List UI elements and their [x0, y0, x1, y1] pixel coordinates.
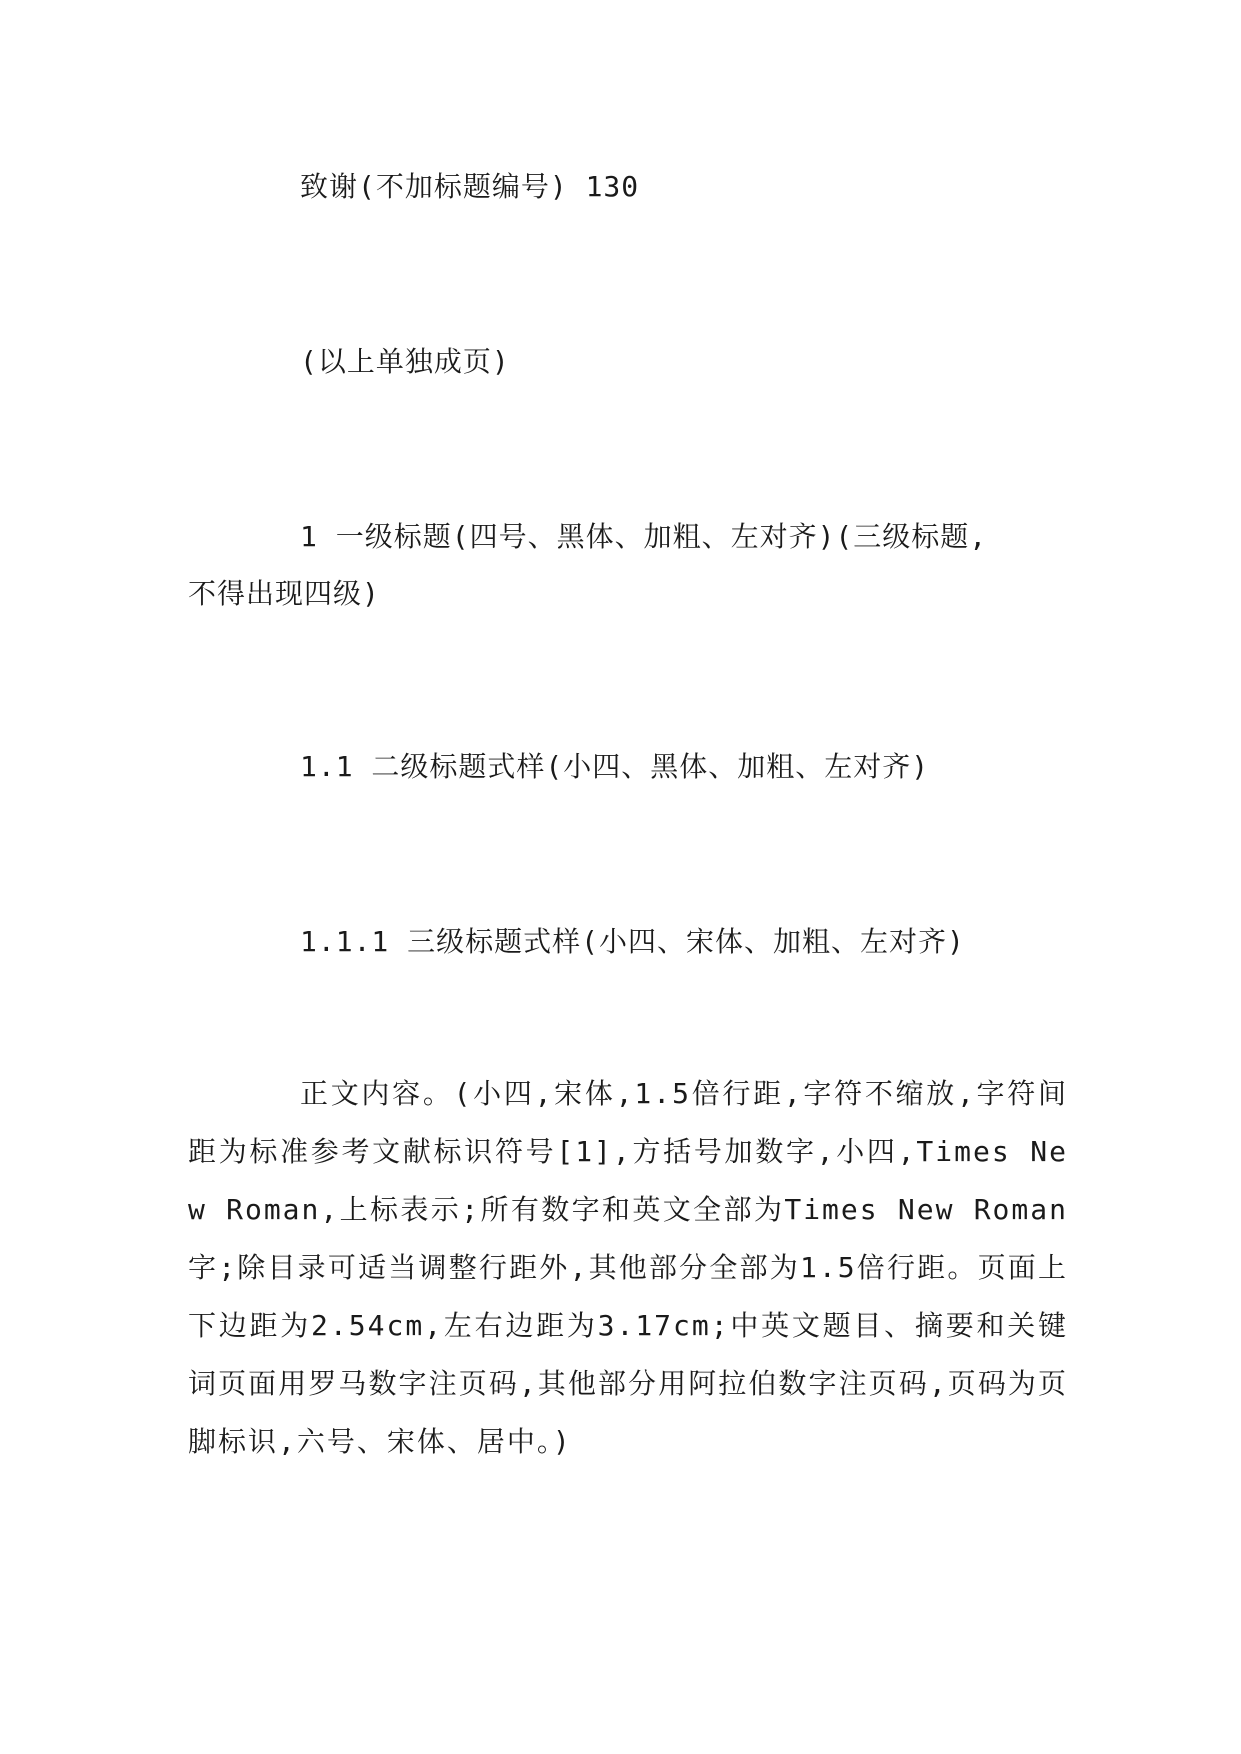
body-text-paragraph: 正文内容。(小四,宋体,1.5倍行距,字符不缩放,字符间距为标准参考文献标识符号[1],方括号加数字,小四,Times New Roman,上标表示;所有数字和英文全部为Times New Roman字;除目录可适当调整行距外,其他部分全部为1.5倍行距。页面上下边距为2.54cm,左右边距为3.17cm;中英文题目、摘要和关键词页面用罗马数字注页码,其他部分用阿拉伯数字注页码,页码为页脚标识,六号、宋体、居中。) [188, 1077, 1068, 1458]
heading1-sample-line1: 1 一级标题(四号、黑体、加粗、左对齐)(三级标题, [300, 520, 988, 553]
heading1-sample-line2: 不得出现四级) [188, 577, 380, 610]
heading3-sample: 1.1.1 三级标题式样(小四、宋体、加粗、左对齐) [300, 925, 965, 958]
separate-page-note: (以上单独成页) [300, 345, 510, 378]
toc-acknowledgement-line: 致谢(不加标题编号) 130 [300, 170, 640, 203]
heading2-sample: 1.1 二级标题式样(小四、黑体、加粗、左对齐) [300, 750, 930, 783]
